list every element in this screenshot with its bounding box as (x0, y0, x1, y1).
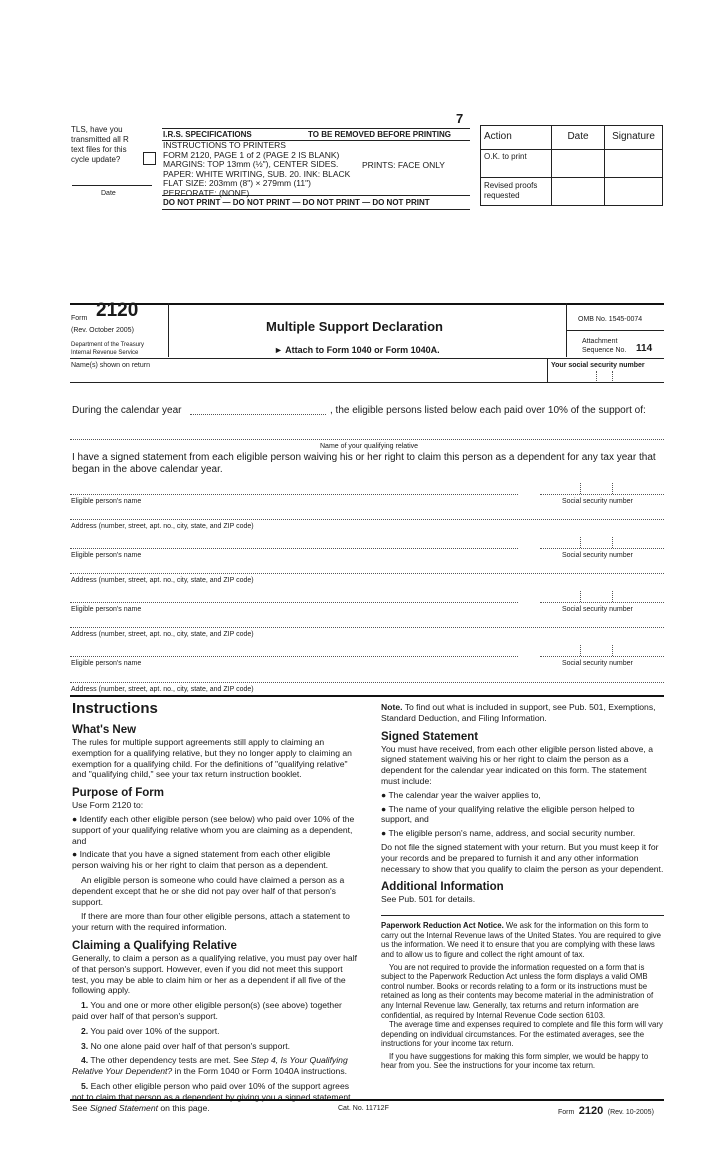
eligible-address-label: Address (number, street, apt. no., city, state, and ZIP code) (71, 631, 254, 638)
bullet-icon: ● (381, 803, 389, 814)
form-number: 2120 (96, 300, 139, 321)
tls-checkbox[interactable] (143, 152, 156, 165)
bullet-icon: ● (72, 849, 80, 860)
eligible-ssn-field[interactable] (540, 656, 664, 657)
item-number: 2. (81, 1025, 89, 1036)
prints-face-only: PRINTS: FACE ONLY (362, 160, 445, 170)
item-text-italic: Step 4, Is Your Qualifying Relative Your Dependent? (72, 1055, 348, 1077)
item-text: in the Form 1040 or Form 1040A instructions. (172, 1066, 348, 1077)
purpose-intro: Use Form 2120 to: (72, 800, 144, 811)
eligible-person-definition: An eligible person is someone who could have claimed a person as a dependent except that he or she did not pay over half of that person's support. (72, 874, 345, 907)
eligible-ssn-field[interactable] (540, 602, 664, 603)
purpose-bullet-2 (72, 849, 357, 871)
additional-info-heading: Additional Information (381, 881, 504, 894)
calendar-year-field[interactable] (190, 414, 326, 415)
item-text: No one alone paid over half of that person's support. (90, 1040, 290, 1051)
item-text: You paid over 10% of the support. (90, 1025, 220, 1036)
sequence-number: 114 (636, 343, 653, 354)
names-label: Name(s) shown on return (71, 362, 150, 369)
item-text-italic: Signed Statement (89, 1102, 159, 1113)
footer-form-word: Form (558, 1109, 575, 1116)
spec-line: PERFORATE: (NONE) (163, 187, 250, 198)
eligible-ssn-label: Social security number (562, 660, 633, 667)
eligible-ssn-label: Social security number (562, 552, 633, 559)
note-label: Note. (381, 702, 403, 712)
department (71, 341, 144, 357)
bullet-text: Identify each other eligible person (see below) who paid over 10% of the support of your qualifying relative whom you are claiming as a dependent, and (72, 813, 355, 846)
item-text: Each other eligible person who paid over 10% of the support agrees not to claim that person as a dependent by giving you a signed statement. See (72, 1080, 353, 1113)
pra-label: Paperwork Reduction Act Notice. (381, 921, 504, 931)
pra-para-2: You are not required to provide the information requested on a form that is subject to the Paperwork Reduction Act unless the form displays a valid OMB control number. Books or records relating to a form or its instructions must be retained as long as their contents may become material in the administration of any Internal Revenue law. Generally, tax returns and return information are confidential, as required by Internal Revenue Code section 6103. (381, 962, 654, 1020)
bullet-text: The calendar year the waiver applies to, (388, 789, 541, 800)
bullet-text: The name of your qualifying relative the eligible person helped to support, and (381, 803, 635, 825)
revised-signature-cell[interactable] (605, 178, 663, 206)
pra-para-3: The average time and expenses required to complete and file this form will vary depending on individual circumstances. For the estimated averages, see the instructions for your income tax return. (381, 1020, 663, 1049)
eligible-name-label: Eligible person's name (71, 660, 142, 667)
printer-instructions (163, 141, 350, 199)
instructions-title: Instructions (72, 700, 158, 717)
dept-line: Department of the Treasury (71, 342, 145, 348)
tls-line: text files for this (71, 145, 127, 154)
page-number: 7 (456, 111, 464, 126)
approval-table (480, 125, 663, 206)
bullet-text: Indicate that you have a signed statement from each other eligible person waiving his or her right to claim that person as a dependent. (72, 849, 331, 871)
item-number: 3. (81, 1040, 89, 1051)
form-word: Form (71, 315, 88, 322)
action-header: Action (481, 126, 552, 150)
spec-line: FORM 2120, PAGE 1 of 2 (PAGE 2 IS BLANK) (163, 149, 340, 160)
spec-line: FLAT SIZE: 203mm (8") × 279mm (11") (163, 178, 311, 189)
footer-revision: (Rev. 10-2005) (607, 1109, 654, 1116)
eligible-address-label: Address (number, street, apt. no., city, state, and ZIP code) (71, 686, 254, 693)
eligible-name-field[interactable] (70, 656, 518, 657)
signed-statement-para-2: Do not file the signed statement with your return. But you must keep it for your records and be prepared to furnish it and any other information necessary to show that you qualify to claim the person as your dependent. (381, 841, 664, 874)
whats-new-text: The rules for multiple support agreements still apply to claiming an exemption for a qualifying relative, but they no longer apply to claiming an exemption for a qualifying child. For the definitions of "qualifying relative" and "qualifying child," see your tax return instruction booklet. (72, 737, 352, 780)
tls-line: TLS, have you (71, 125, 123, 134)
form-title: Multiple Support Declaration (266, 319, 443, 334)
eligible-name-label: Eligible person's name (71, 606, 142, 613)
eligible-address-field[interactable] (70, 627, 664, 628)
omb-number: OMB No. 1545-0074 (578, 316, 643, 323)
paperwork-notice (381, 915, 664, 1071)
instructions-right-column (381, 702, 664, 1071)
relative-caption: Name of your qualifying relative (320, 443, 419, 450)
attach-instruction: ► Attach to Form 1040 or Form 1040A. (274, 345, 440, 355)
eligible-ssn-field[interactable] (540, 494, 664, 495)
revised-date-cell[interactable] (552, 178, 605, 206)
pra-para-1 (381, 921, 664, 959)
eligible-name-field[interactable] (70, 548, 518, 549)
eligible-address-field[interactable] (70, 573, 664, 574)
catalog-number: Cat. No. 11712F (338, 1105, 389, 1112)
spec-line: PAPER: WHITE WRITING, SUB. 20. INK: BLACK (163, 168, 351, 179)
statement-bullet-1 (381, 790, 664, 801)
claiming-heading: Claiming a Qualifying Relative (72, 939, 237, 952)
ok-date-cell[interactable] (552, 150, 605, 178)
eligible-ssn-label: Social security number (562, 606, 633, 613)
statement-bullet-3 (381, 828, 664, 839)
tls-note (71, 125, 151, 165)
pra-text: We ask for the information on this form to carry out the Internal Revenue laws of the United States. You are required to give us the information. We need it to ensure that you are complying with these laws and to allow us to figure and collect the right amount of tax. (381, 921, 661, 959)
calendar-year-label: During the calendar year (72, 405, 182, 416)
item-number: 4. (81, 1055, 89, 1066)
signed-statement-heading: Signed Statement (381, 730, 479, 743)
bullet-icon: ● (381, 828, 389, 839)
support-text: , the eligible persons listed below each paid over 10% of the support of: (330, 405, 646, 416)
eligible-ssn-label: Social security number (562, 498, 633, 505)
irs-specs-title: I.R.S. SPECIFICATIONS (163, 130, 252, 139)
item-text: on this page. (158, 1102, 210, 1113)
test-item-3 (72, 1041, 357, 1052)
eligible-name-label: Eligible person's name (71, 552, 142, 559)
test-item-1 (72, 1000, 357, 1022)
tls-line: transmitted all R (71, 135, 129, 144)
date-header: Date (552, 126, 605, 150)
your-ssn-label: Your social security number (551, 362, 645, 369)
statement-bullet-2 (381, 804, 664, 826)
revision-date: (Rev. October 2005) (71, 327, 134, 334)
dept-line: Internal Revenue Service (71, 350, 139, 356)
footer-form-id (558, 1101, 654, 1119)
revised-proofs-label: Revised proofs requested (481, 178, 552, 206)
purpose-heading: Purpose of Form (72, 787, 165, 800)
footer-form-number: 2120 (578, 1105, 604, 1117)
test-item-2 (72, 1026, 357, 1037)
test-item-4 (72, 1055, 357, 1077)
support-note (381, 702, 664, 724)
eligible-name-label: Eligible person's name (71, 498, 142, 505)
eligible-name-field[interactable] (70, 494, 518, 495)
purpose-bullet-1 (72, 814, 357, 846)
signed-statement-text: I have a signed statement from each eligible person waiving his or her right to claim this person as a dependent for any tax year that began in the above calendar year. (72, 452, 656, 475)
eligible-ssn-field[interactable] (540, 548, 664, 549)
instructions-left-column (72, 699, 357, 1113)
attachment-label: Attachment (582, 338, 618, 345)
tls-date-label: Date (101, 190, 116, 197)
qualifying-relative-field[interactable] (70, 439, 664, 440)
sequence-label: Sequence No. (582, 347, 627, 354)
signed-statement-para: You must have received, from each other eligible person listed above, a signed statement waiving his or her right to claim the person as a dependent for the calendar year indicated on this form. The statement must include: (381, 743, 653, 786)
note-text: To find out what is included in support, see Pub. 501, Exemptions, Standard Deduction, and Filing Information. (381, 702, 656, 723)
spec-line: MARGINS: TOP 13mm (½"), CENTER SIDES. (163, 159, 339, 170)
claiming-text: Generally, to claim a person as a qualifying relative, you must pay over half of that person's support. However, even if you did not meet this support test, you may be able to claim him or her as a dependent if all five of the following apply. (72, 952, 358, 996)
eligible-name-field[interactable] (70, 602, 518, 603)
additional-info-text: See Pub. 501 for details. (381, 894, 476, 905)
tls-line: cycle update? (71, 155, 121, 164)
item-text: You and one or more other eligible person(s) (see above) together paid over half of that person's support. (72, 1000, 342, 1021)
remove-before-printing: TO BE REMOVED BEFORE PRINTING (308, 130, 451, 139)
bullet-text: The eligible person's name, address, and social security number. (388, 828, 636, 839)
do-not-print: DO NOT PRINT — DO NOT PRINT — DO NOT PRINT — DO NOT PRINT (163, 198, 430, 207)
item-number: 1. (81, 1000, 89, 1011)
whats-new-heading: What's New (72, 724, 137, 736)
item-number: 5. (81, 1080, 89, 1091)
pra-para-4: If you have suggestions for making this form simpler, we would be happy to hear from you. See the instructions for your income tax return. (381, 1051, 649, 1071)
eligible-address-label: Address (number, street, apt. no., city, state, and ZIP code) (71, 523, 254, 530)
more-than-four-text: If there are more than four other eligible persons, attach a statement to your return with the required information. (72, 911, 350, 933)
bullet-icon: ● (381, 789, 389, 800)
test-item-5 (72, 1081, 357, 1113)
eligible-address-field[interactable] (70, 682, 664, 683)
eligible-address-field[interactable] (70, 519, 664, 520)
ok-to-print-label: O.K. to print (481, 150, 552, 178)
spec-line: INSTRUCTIONS TO PRINTERS (163, 140, 286, 150)
bullet-icon: ● (72, 813, 80, 824)
signature-header: Signature (605, 126, 663, 150)
ok-signature-cell[interactable] (605, 150, 663, 178)
eligible-address-label: Address (number, street, apt. no., city, state, and ZIP code) (71, 577, 254, 584)
item-text: The other dependency tests are met. See (90, 1055, 251, 1066)
